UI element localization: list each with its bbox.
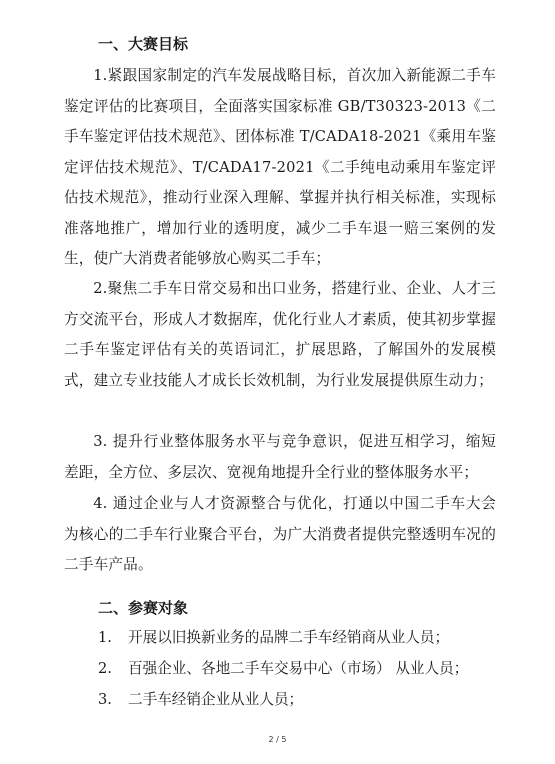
item-number: 3.: [98, 691, 112, 708]
goal-paragraph-1: 1.紧跟国家制定的汽车发展战略目标，首次加入新能源二手车鉴定评估的比赛项目，全面落实国家标准 GB/T30323-2013《二手车鉴定评估技术规范》、团体标准 T/CADA18-2021《乘用车鉴定评估技术规范》、T/CADA17-2021《二手纯电动乘用车鉴定评估技术规范》，推动行业深入理解、掌握并执行相关标准，实现标准落地推广，增加行业的透明度，减少二手车退一赔三案例的发生，使广大消费者能够放心购买二手车；: [64, 67, 496, 267]
item-text: 开展以旧换新业务的品牌二手车经销商从业人员；: [128, 629, 450, 646]
item-text: 百强企业、各地二手车交易中心（市场） 从业人员；: [128, 660, 469, 677]
page-number: 2 / 5: [268, 735, 287, 744]
goal-paragraph-2: 2.聚焦二手车日常交易和出口业务，搭建行业、企业、人才三方交流平台，形成人才数据库，优化行业人才素质，使其初步掌握二手车鉴定评估有关的英语词汇，扩展思路，了解国外的发展模式，建立专业技能人才成长长效机制，为行业发展提供原生动力；: [64, 280, 496, 389]
item-number: 2.: [98, 660, 112, 677]
item-text: 二手车经销企业从业人员；: [128, 691, 304, 708]
section-1-heading: 一、大赛目标: [98, 35, 189, 53]
participant-item: [98, 659, 468, 679]
section-2-heading: 二、参赛对象: [98, 599, 189, 617]
goal-paragraph-4: 4. 通过企业与人才资源整合与优化，打通以中国二手车大会为核心的二手车行业聚合平台，为广大消费者提供完整透明车况的二手车产品。: [64, 495, 496, 573]
item-number: 1.: [98, 629, 112, 646]
participant-item: [98, 628, 449, 648]
participant-item: [98, 690, 303, 710]
goal-paragraph-3: 3. 提升行业整体服务水平与竞争意识，促进互相学习，缩短差距，全方位、多层次、宽视角地提升全行业的整体服务水平；: [64, 433, 496, 481]
